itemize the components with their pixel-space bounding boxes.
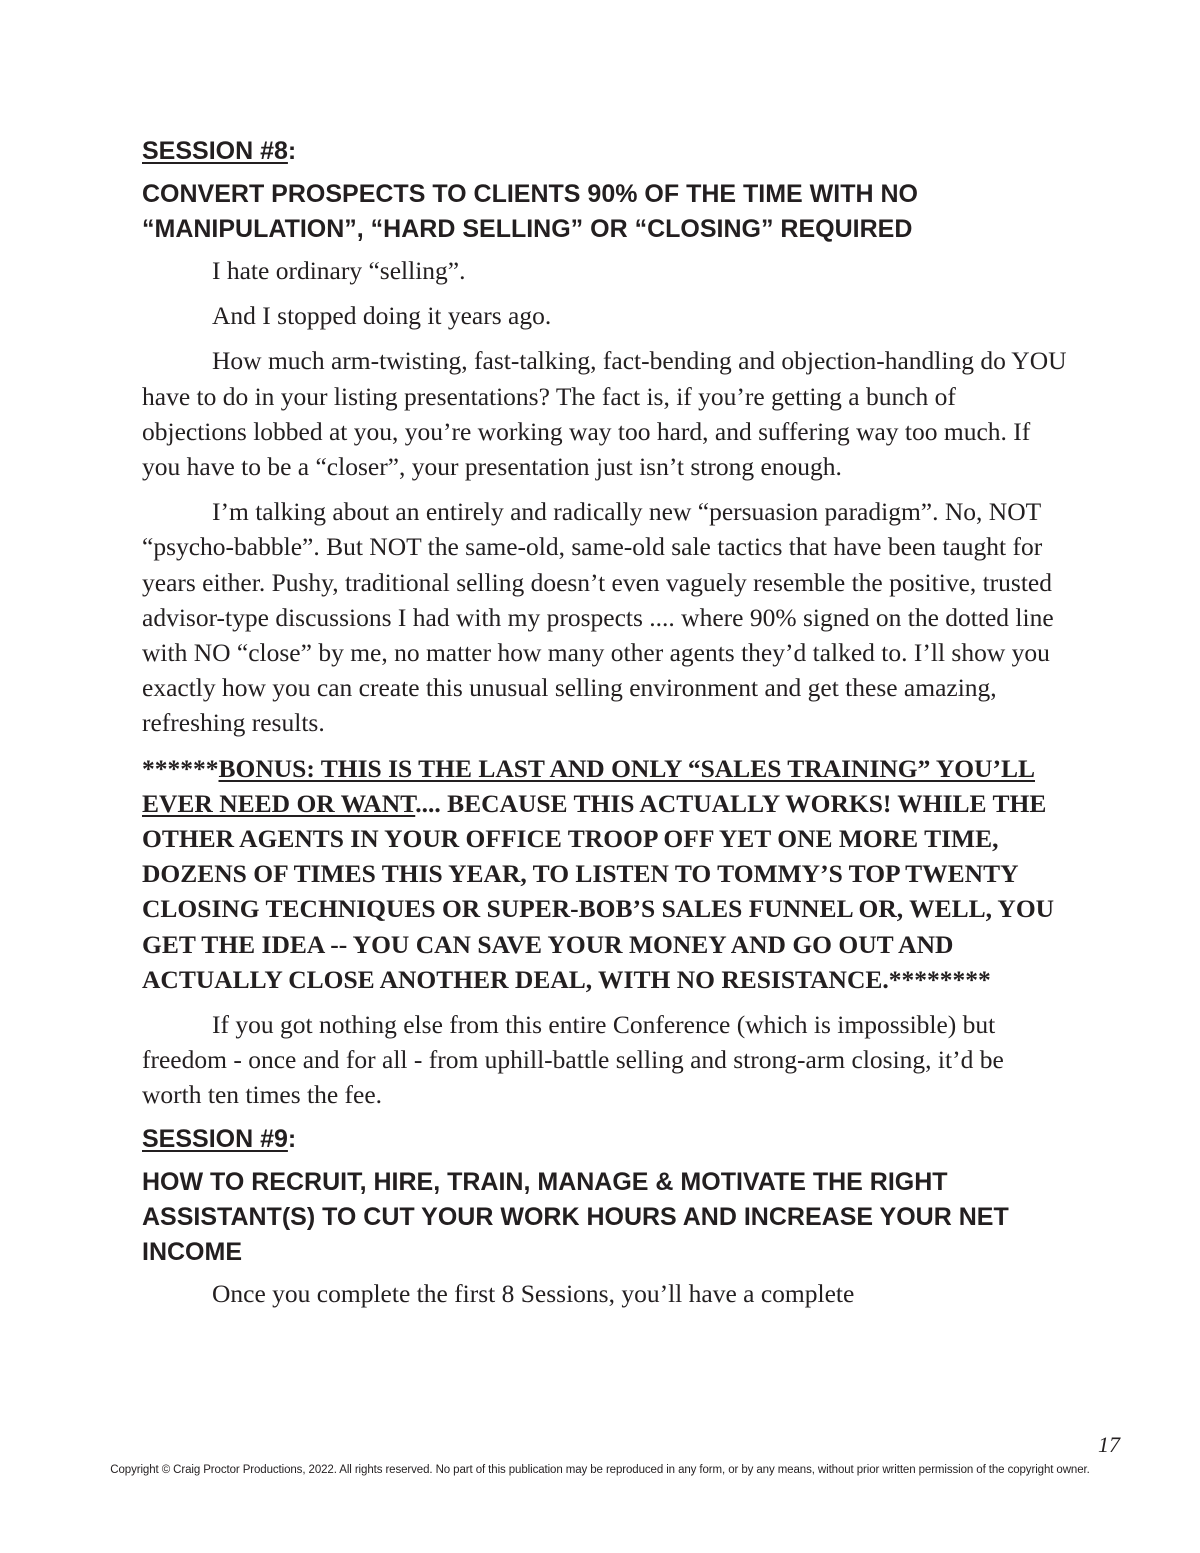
session-8-paragraph-3: How much arm-twisting, fast-talking, fact-bending and objection-handling do YOU have to do in your listing presentations? The fact is, if you’re getting a bunch of objections lobbed at you, you’re working way too hard, and suffering way too much. If you have to be a “closer”, your presentation just isn’t strong enough.	[142, 346, 1067, 482]
session-8-label: SESSION #8:	[142, 137, 297, 165]
page-number: 17	[1098, 1432, 1120, 1457]
session-8-title: CONVERT PROSPECTS TO CLIENTS 90% OF THE TIME WITH NO “MANIPULATION”, “HARD SELLING” OR “CLOSING” REQUIRED	[142, 180, 918, 243]
document-body	[142, 135, 1067, 1321]
copyright-notice: Copyright © Craig Proctor Productions, 2022. All rights reserved. No part of this publication may be reproduced in any form, or by any means, without prior written permission of the copyright owner.	[110, 1464, 1090, 1476]
session-8-paragraph-1: I hate ordinary “selling”.	[212, 256, 466, 285]
session-8-paragraph-2: And I stopped doing it years ago.	[212, 301, 552, 331]
session-9-label: SESSION #9:	[142, 1124, 297, 1153]
session-8-paragraph-4: I’m talking about an entirely and radically new “persuasion paradigm”. No, NOT “psycho-babble”. But NOT the same-old, same-old sale tactics that have been taught for years either. Pushy, traditional selling doesn’t even vaguely resemble the positive, trusted advisor-type discussions I had with my prospects .... where 90% signed on the dotted line with NO “close” by me, no matter how many other agents they’d talked to. I’ll show you exactly how you can create this unusual selling environment and get these amazing, refreshing results.	[142, 497, 1054, 738]
session-8-closing-paragraph: If you got nothing else from this entire Conference (which is impossible) but freedom - once and for all - from uphill-battle selling and strong-arm closing, it’d be worth ten times the fee.	[142, 1010, 1004, 1110]
session-8-bonus: ******BONUS: THIS IS THE LAST AND ONLY “SALES TRAINING” YOU’LL EVER NEED OR WANT.... BECAUSE THIS ACTUALLY WORKS! WHILE THE OTHER AGENTS IN YOUR OFFICE TROOP OFF YET ONE MORE TIME, DOZENS OF TIMES THIS YEAR, TO LISTEN TO TOMMY’S TOP TWENTY CLOSING TECHNIQUES OR SUPER-BOB’S SALES FUNNEL OR, WELL, YOU GET THE IDEA -- YOU CAN SAVE YOUR MONEY AND GO OUT AND ACTUALLY CLOSE ANOTHER DEAL, WITH NO RESISTANCE.********	[142, 753, 1055, 994]
session-9-title: HOW TO RECRUIT, HIRE, TRAIN, MANAGE & MOTIVATE THE RIGHT ASSISTANT(S) TO CUT YOUR WORK HOURS AND INCREASE YOUR NET INCOME	[142, 1167, 1009, 1266]
session-9-paragraph-1: Once you complete the first 8 Sessions, you’ll have a complete	[212, 1278, 855, 1308]
